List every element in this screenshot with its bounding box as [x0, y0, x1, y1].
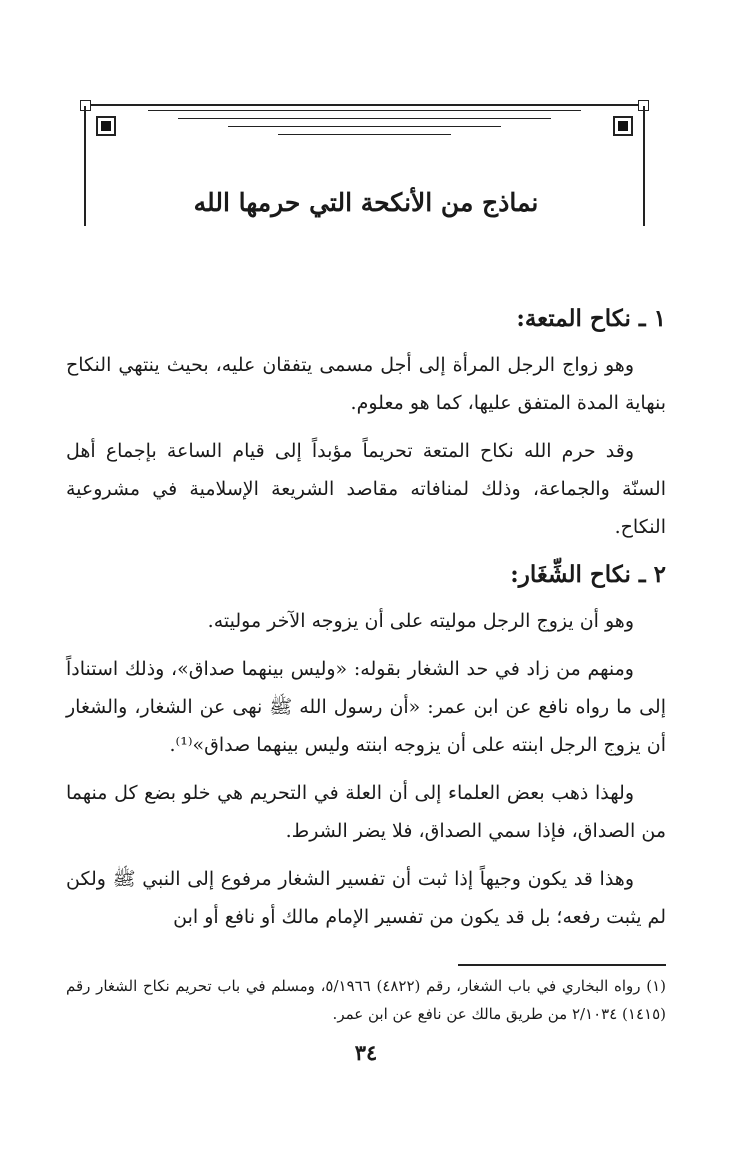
frame-left-line: [84, 106, 86, 226]
paragraph: ومنهم من زاد في حد الشغار بقوله: «وليس بينهما صداق»، وذلك استناداً إلى ما رواه نافع عن ابن عمر: «أن رسول الله ﷺ نهى عن الشغار، والشغار أن يزوج الرجل ابنته على أن يزوجه ابنته وليس بينهما صداق»⁽¹⁾.: [66, 658, 666, 756]
frame-ornament-line: [148, 110, 581, 111]
page-number: ٣٤: [354, 1040, 378, 1065]
paragraph: وهو زواج الرجل المرأة إلى أجل مسمى يتفقان عليه، بحيث ينتهي النكاح بنهاية المدة المتفق عليها، كما هو معلوم.: [66, 354, 666, 414]
paragraph: وهو أن يزوج الرجل موليته على أن يزوجه الآخر موليته.: [207, 610, 634, 632]
section-heading: ١ ـ نكاح المتعة:: [516, 305, 666, 332]
paragraph: ولهذا ذهب بعض العلماء إلى أن العلة في التحريم هي خلو بضع كل منهما من الصداق، فإذا سمي الصداق، فلا يضر الشرط.: [66, 782, 666, 842]
section-heading: ٢ ـ نكاح الشِّغَار:: [510, 561, 666, 588]
frame-ornament-line: [228, 126, 501, 127]
frame-top-line: [86, 104, 643, 106]
frame-square-ornament: [96, 116, 116, 136]
footnote: (١) رواه البخاري في باب الشغار، رقم (٤٨٢٢) ٥/١٩٦٦، ومسلم في باب تحريم نكاح الشغار رقم (١٤١٥) ٢/١٠٣٤ من طريق مالك عن نافع عن ابن عمر.: [66, 977, 666, 1023]
footnote-separator: [458, 964, 666, 966]
page-title: نماذج من الأنكحة التي حرمها الله: [193, 188, 539, 217]
frame-ornament-line: [178, 118, 551, 119]
paragraph: وقد حرم الله نكاح المتعة تحريماً مؤبداً إلى قيام الساعة بإجماع أهل السنّة والجماعة، وذلك لمنافاته مقاصد الشريعة الإسلامية في مشروعية النكاح.: [66, 440, 666, 538]
frame-ornament-line: [278, 134, 451, 135]
paragraph: وهذا قد يكون وجيهاً إذا ثبت أن تفسير الشغار مرفوع إلى النبي ﷺ ولكن لم يثبت رفعه؛ بل قد يكون من تفسير الإمام مالك أو نافع أو ابن: [66, 868, 666, 928]
main-text: [66, 300, 666, 946]
frame-right-line: [643, 106, 645, 226]
frame-square-ornament: [613, 116, 633, 136]
